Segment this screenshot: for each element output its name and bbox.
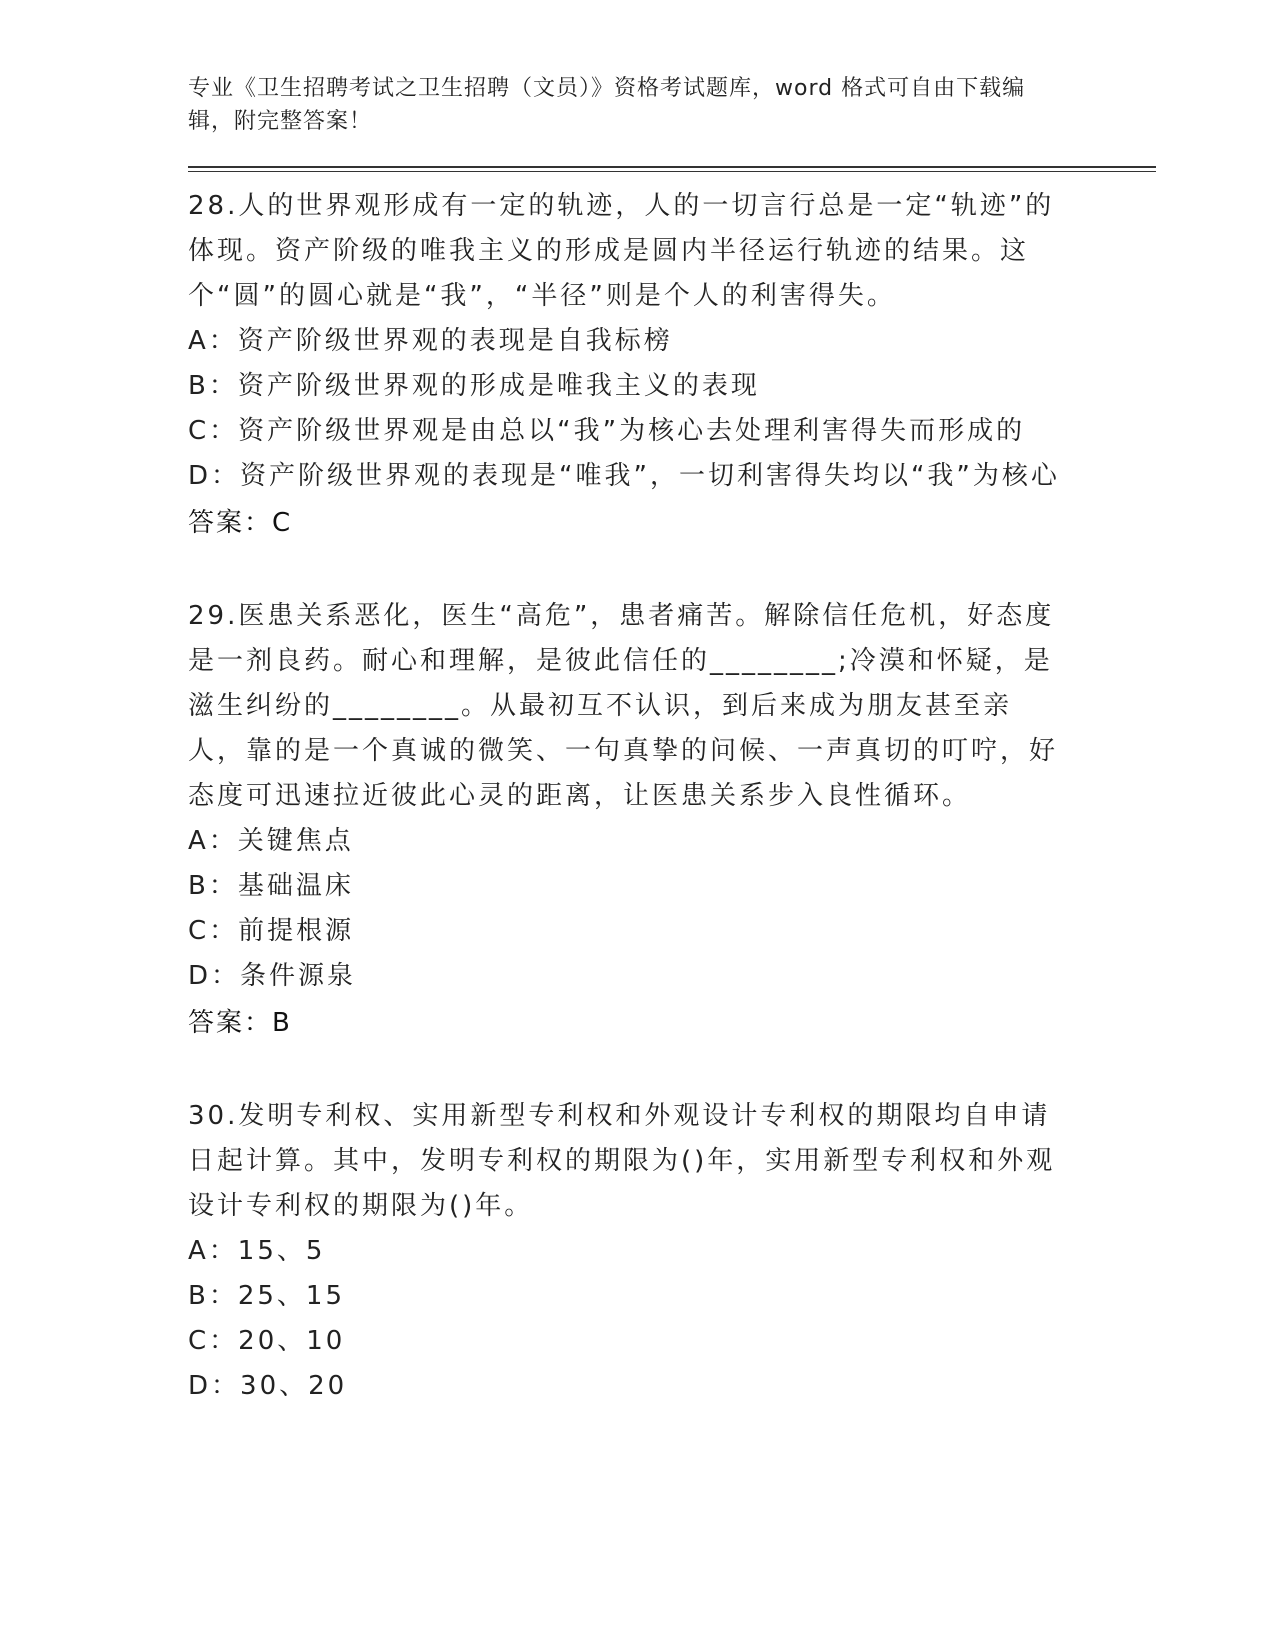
question-stem: 29.医患关系恶化，医生“高危”，患者痛苦。解除信任危机，好态度是一剂良药。耐心和理解，是彼此信任的________;冷漠和怀疑，是滋生纠纷的________。从最初互不认识，到后来成为朋友甚至亲人，靠的是一个真诚的微笑、一句真挚的问候、一声真切的叮咛，好态度可迅速拉近彼此心灵的距离，让医患关系步入良性循环。 (188, 601, 1059, 811)
option-d: D：30、20 (188, 1371, 348, 1401)
option-c: C：前提根源 (188, 916, 355, 946)
option-d: D：条件源泉 (188, 961, 357, 991)
question-30 (188, 1094, 1068, 1409)
question-28 (188, 184, 1068, 546)
question-spacer (188, 546, 1158, 594)
option-a: A：15、5 (188, 1236, 326, 1266)
question-29 (188, 594, 1068, 1046)
option-b: B：25、15 (188, 1281, 346, 1311)
question-stem: 30.发明专利权、实用新型专利权和外观设计专利权的期限均自申请日起计算。其中，发明专利权的期限为()年，实用新型专利权和外观设计专利权的期限为()年。 (188, 1101, 1056, 1221)
option-b: B：基础温床 (188, 871, 354, 901)
option-b: B：资产阶级世界观的形成是唯我主义的表现 (188, 371, 760, 401)
option-c: C：20、10 (188, 1326, 346, 1356)
option-c: C：资产阶级世界观是由总以“我”为核心去处理利害得失而形成的 (188, 416, 1026, 446)
question-stem: 28.人的世界观形成有一定的轨迹，人的一切言行总是一定“轨迹”的体现。资产阶级的唯我主义的形成是圆内半径运行轨迹的结果。这个“圆”的圆心就是“我”，“半径”则是个人的利害得失。 (188, 191, 1055, 311)
option-a: A：关键焦点 (188, 826, 354, 856)
header-divider (188, 166, 1156, 172)
option-a: A：资产阶级世界观的表现是自我标榜 (188, 326, 673, 356)
option-d: D：资产阶级世界观的表现是“唯我”，一切利害得失均以“我”为核心 (188, 461, 1060, 491)
answer: 答案：B (188, 1008, 292, 1038)
answer: 答案：C (188, 508, 293, 538)
document-page (188, 72, 1158, 1409)
document-header: 专业《卫生招聘考试之卫生招聘（文员）》资格考试题库，word 格式可自由下载编辑，附完整答案！ (188, 76, 1026, 134)
question-spacer (188, 1046, 1158, 1094)
